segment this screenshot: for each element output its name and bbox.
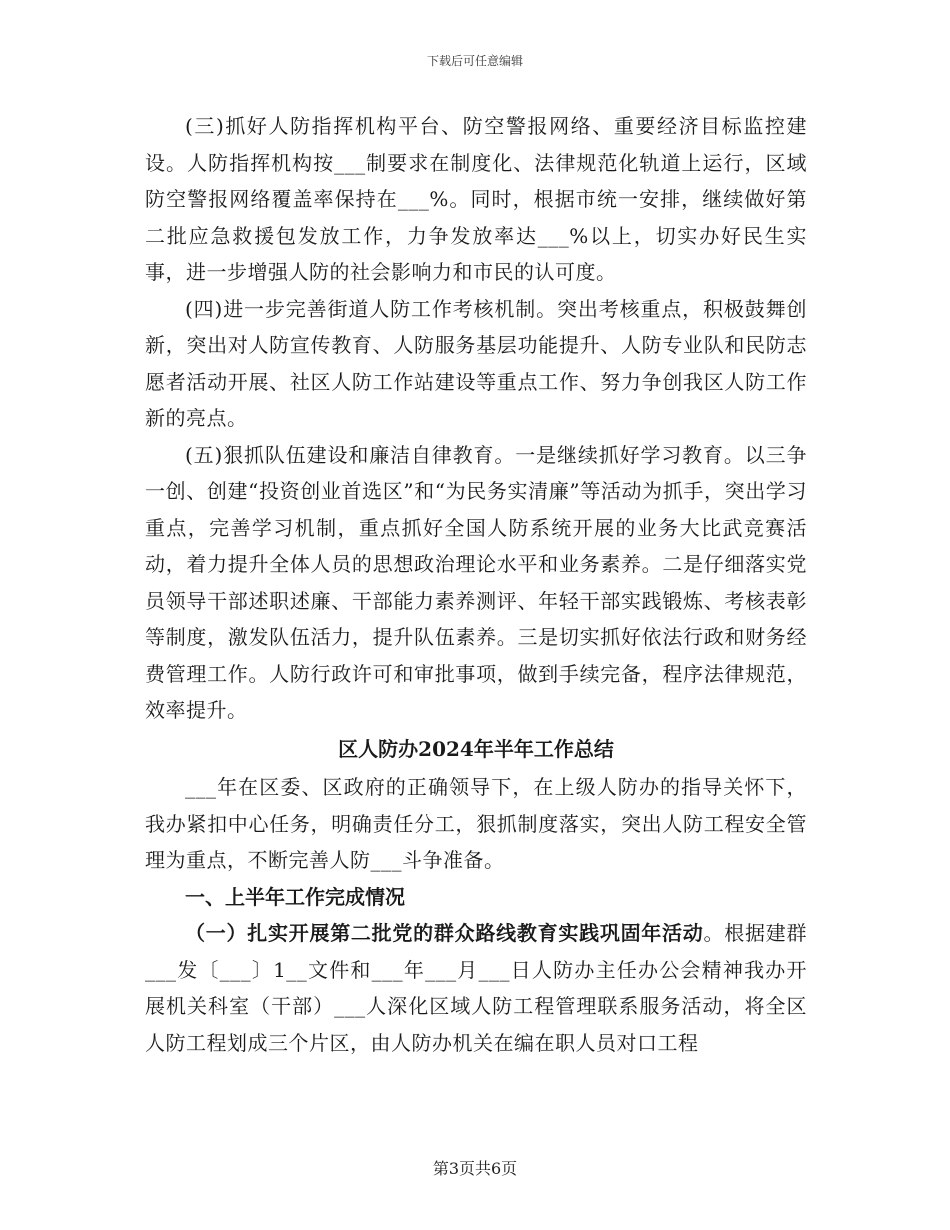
section-heading-1: 一、上半年工作完成情况 [185, 884, 405, 909]
paragraph-item-4: (四)进一步完善街道人防工作考核机制。突出考核重点，积极鼓舞创新，突出对人防宣传教育、人防服务基层功能提升、人防专业队和民防志愿者活动开展、社区人防工作站建设等重点工作、努力争创我区人防工作新的亮点。 [145, 296, 807, 430]
page-number: 第3页共6页 [432, 1159, 518, 1178]
paragraph-item-3: (三)抓好人防指挥机构平台、防空警报网络、重要经济目标监控建设。人防指挥机构按___制要求在制度化、法律规范化轨道上运行，区域防空警报网络覆盖率保持在___%。同时，根据市统一安排，继续做好第二批应急救援包发放工作，力争发放率达___%以上，切实办好民生实事，进一步增强人防的社会影响力和市民的认可度。 [145, 114, 807, 284]
section-item-1 [145, 915, 807, 1061]
section-title: 区人防办2024年半年工作总结 [338, 736, 614, 761]
section-item-1-text: 。根据建群___发〔___〕1__文件和___年___月___日人防办主任办公会精神我办开展机关科室（干部）___人深化区域人防工程管理联系服务活动，将全区人防工程划成三个片区，由人防办机关在编在职人员对口工程 [145, 921, 808, 1055]
section-item-1-title: （一）扎实开展第二批党的群众路线教育实践巩固年活动 [185, 921, 704, 945]
paragraph-item-5: (五)狠抓队伍建设和廉洁自律教育。一是继续抓好学习教育。以三争一创、创建“投资创业首选区”和“为民务实清廉”等活动为抓手，突出学习重点，完善学习机制，重点抓好全国人防系统开展的业务大比武竞赛活动，着力提升全体人员的思想政治理论水平和业务素养。二是仔细落实党员领导干部述职述廉、干部能力素养测评、年轻干部实践锻炼、考核表彰等制度，激发队伍活力，提升队伍素养。三是切实抓好依法行政和财务经费管理工作。人防行政许可和审批事项，做到手续完备，程序法律规范，效率提升。 [145, 442, 807, 722]
document-body [145, 108, 807, 1061]
section-intro: ___年在区委、区政府的正确领导下，在上级人防办的指导关怀下，我办紧扣中心任务，明确责任分工，狠抓制度落实，突出人防工程安全管理为重点，不断完善人防___斗争准备。 [145, 775, 807, 872]
header-note: 下载后可任意编辑 [426, 54, 523, 68]
